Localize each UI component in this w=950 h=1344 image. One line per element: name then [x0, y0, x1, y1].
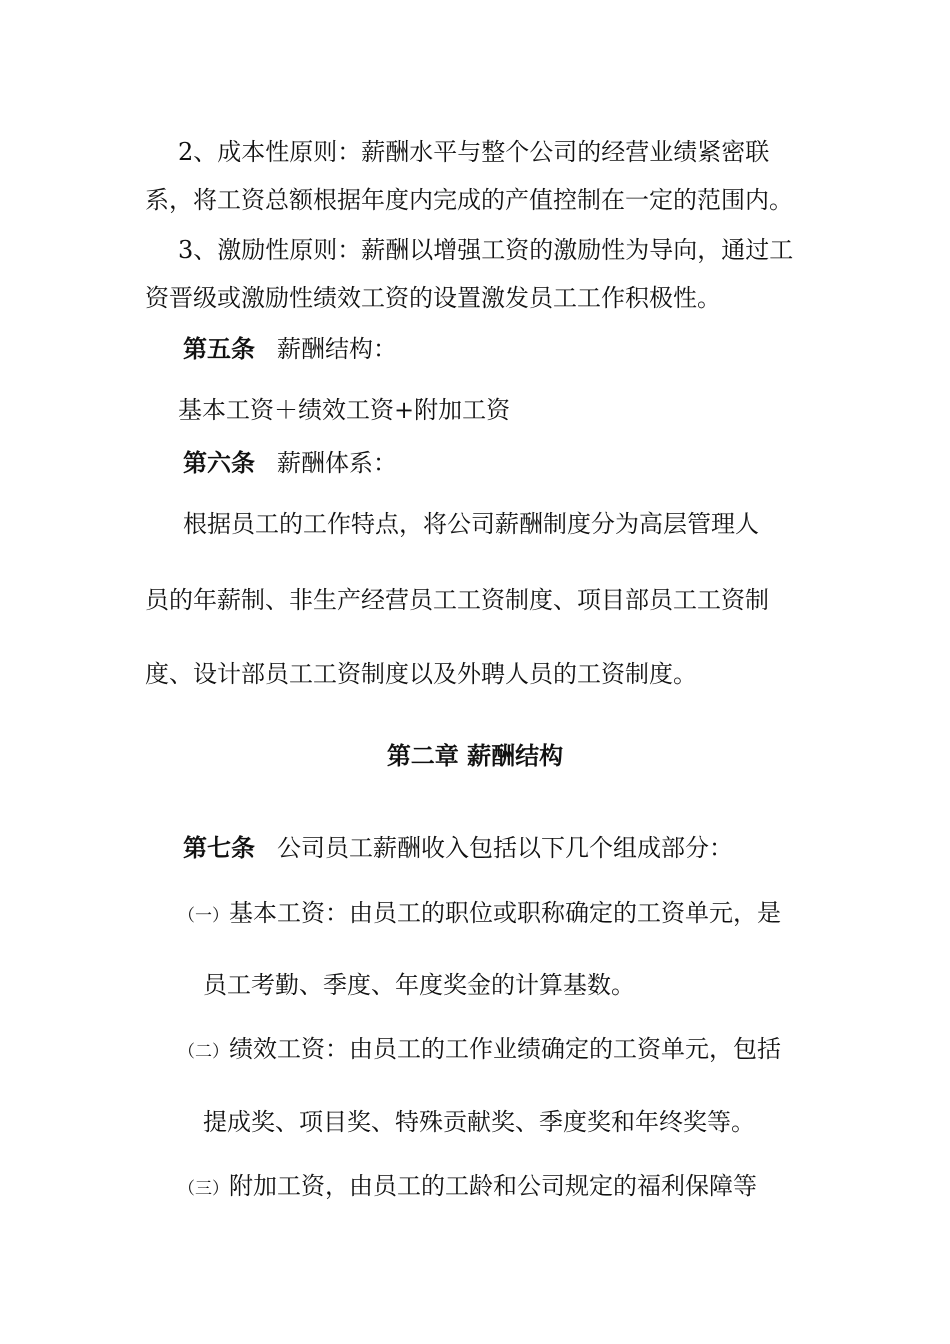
principle-3-line-1: 3、激励性原则：薪酬以增强工资的激励性为导向，通过工: [178, 236, 794, 264]
article-5-label: 第五条: [183, 334, 255, 363]
article-6-text: 薪酬体系：: [277, 449, 397, 477]
chapter-title: 第二章 薪酬结构: [386, 741, 564, 770]
item-1-number: （一）: [178, 906, 229, 926]
item-1-line-2: 员工考勤、季度、年度奖金的计算基数。: [203, 971, 635, 999]
article-7-label: 第七条: [183, 833, 255, 862]
article-6-line-3: 度、设计部员工工资制度以及外聘人员的工资制度。: [145, 660, 697, 688]
item-1-text: 基本工资：由员工的职位或职称确定的工资单元，是: [229, 899, 781, 927]
item-2-number: （二）: [178, 1042, 229, 1062]
article-7: [183, 832, 733, 864]
item-2-text: 绩效工资：由员工的工作业绩确定的工资单元，包括: [229, 1035, 781, 1063]
item-3-line-1: [178, 1170, 757, 1205]
article-6: [183, 447, 397, 479]
article-6-line-1: 根据员工的工作特点，将公司薪酬制度分为高层管理人: [183, 510, 759, 538]
principle-2-line-1: 2、成本性原则：薪酬水平与整个公司的经营业绩紧密联: [178, 138, 770, 166]
item-2-line-1: [178, 1033, 781, 1068]
principle-2-line-2: 系，将工资总额根据年度内完成的产值控制在一定的范围内。: [145, 186, 793, 214]
article-5-text: 薪酬结构：: [277, 335, 397, 363]
article-6-label: 第六条: [183, 448, 255, 477]
item-2-line-2: 提成奖、项目奖、特殊贡献奖、季度奖和年终奖等。: [203, 1108, 755, 1136]
item-3-number: （三）: [178, 1179, 229, 1199]
article-5: [183, 333, 397, 365]
article-6-line-2: 员的年薪制、非生产经营员工工资制度、项目部员工工资制: [145, 586, 769, 614]
item-1-line-1: [178, 897, 781, 932]
principle-3-line-2: 资晋级或激励性绩效工资的设置激发员工工作积极性。: [145, 284, 721, 312]
article-7-text: 公司员工薪酬收入包括以下几个组成部分：: [277, 834, 733, 862]
salary-formula: 基本工资＋绩效工资+附加工资: [178, 396, 511, 424]
item-3-text: 附加工资，由员工的工龄和公司规定的福利保障等: [229, 1172, 757, 1200]
